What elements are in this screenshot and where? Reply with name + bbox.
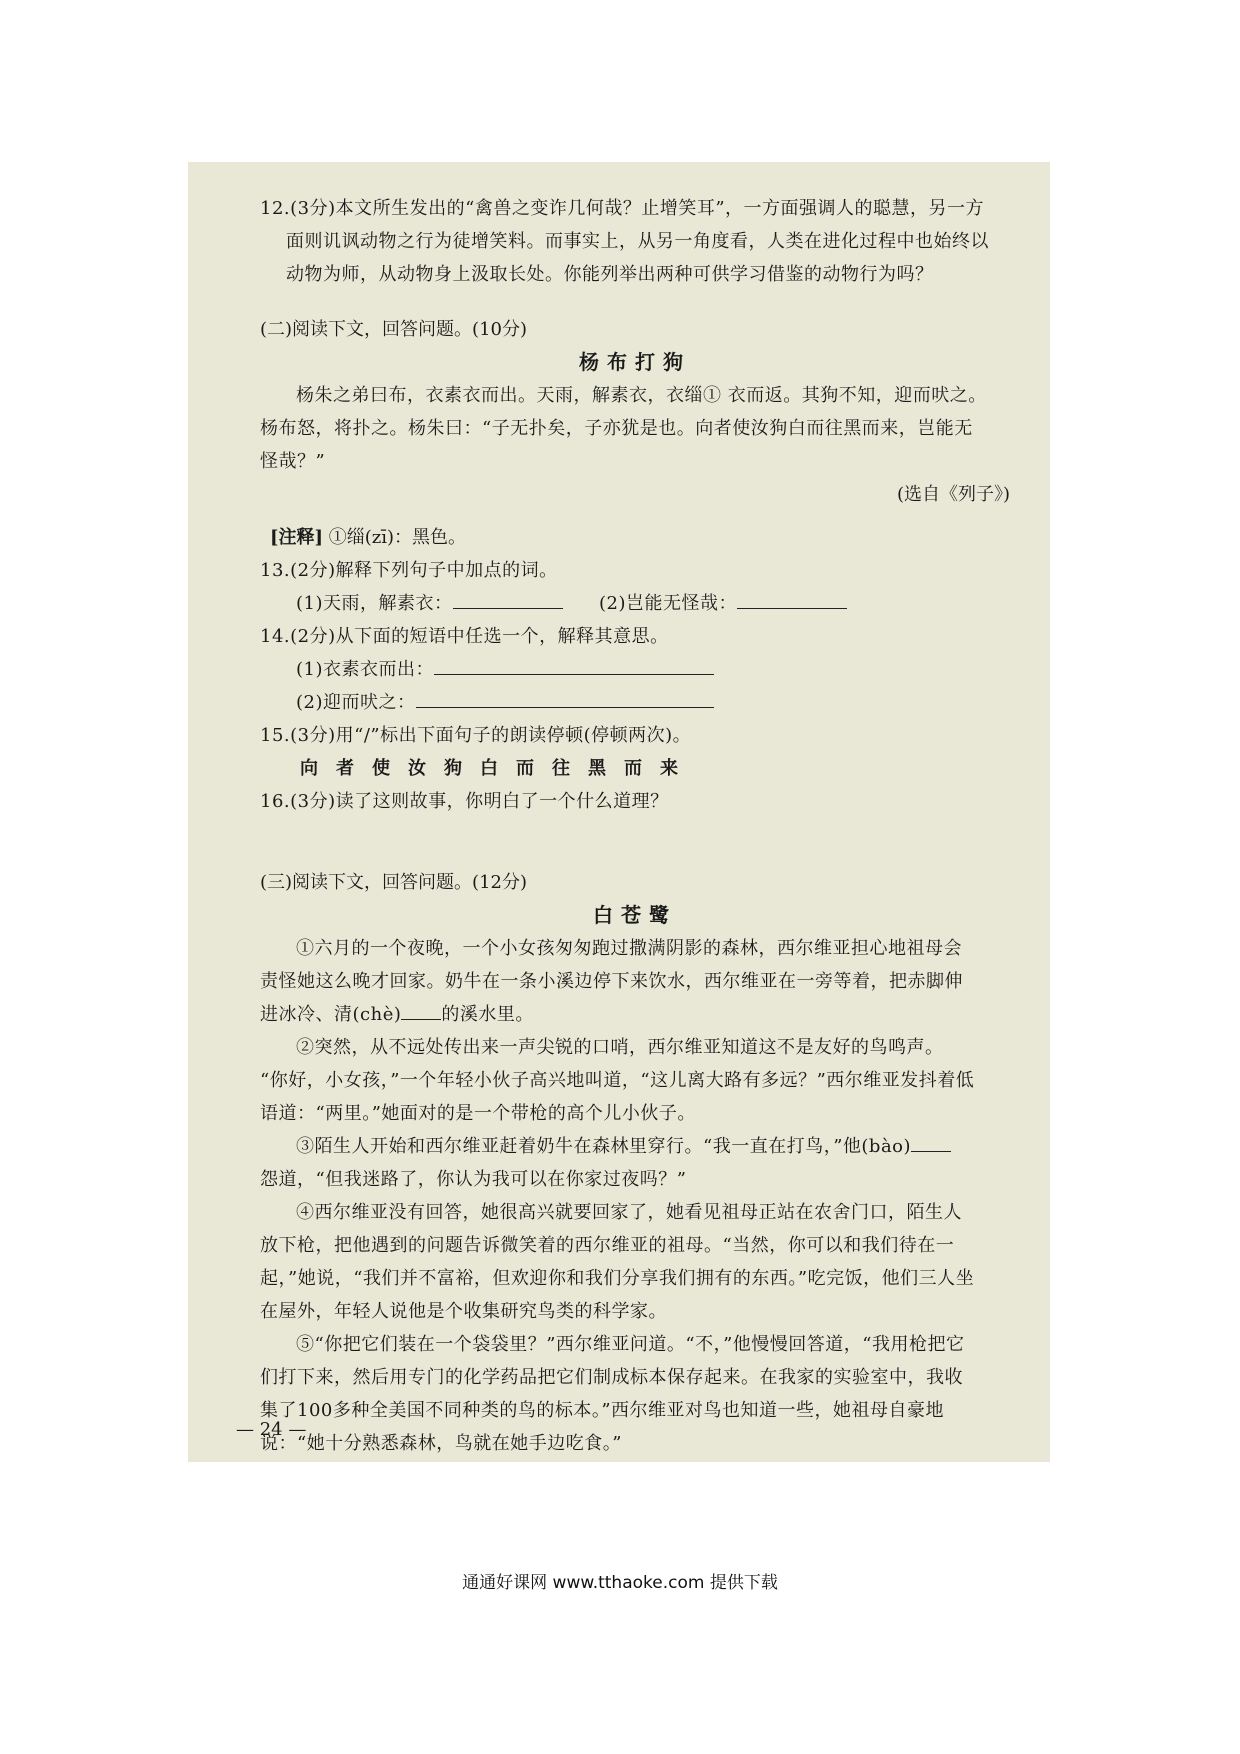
s3-p2-line1: ②突然，从不远处传出来一声尖锐的口哨，西尔维亚知道这不是友好的鸟鸣声。 (296, 1037, 944, 1058)
q12-line2: 面则讥讽动物之行为徒增笑料。而事实上，从另一角度看，人类在进化过程中也始终以 (286, 231, 989, 252)
s3-p1-line3b: 的溪水里。 (441, 1004, 534, 1025)
scanned-page (188, 162, 1050, 1462)
s3-blank-che[interactable] (401, 1001, 441, 1020)
q13-blank1[interactable] (453, 590, 563, 609)
s3-p4-line1: ④西尔维亚没有回答，她很高兴就要回家了，她看见祖母正站在农舍门口，陌生人 (296, 1202, 962, 1223)
s3-p5-line1: ⑤“你把它们装在一个袋袋里？”西尔维亚问道。“不，”他慢慢回答道，“我用枪把它 (296, 1334, 965, 1355)
section3-title: 白苍鹭 (593, 903, 677, 927)
s3-p1-line1: ①六月的一个夜晚，一个小女孩匆匆跑过撒满阴影的森林，西尔维亚担心地祖母会 (296, 938, 962, 959)
s3-p3-line1 (260, 1130, 1010, 1163)
q14-blank2[interactable] (416, 689, 714, 708)
s3-p5-line3: 集了100多种全美国不同种类的鸟的标本。”西尔维亚对鸟也知道一些，她祖母自豪地 (260, 1400, 945, 1421)
q16-stem: 16.(3分)读了这则故事，你明白了一个什么道理？ (260, 791, 669, 812)
q14-item2-row (260, 686, 1010, 719)
s3-p1-line2: 责怪她这么晚才回家。奶牛在一条小溪边停下来饮水，西尔维亚在一旁等着，把赤脚伸 (260, 971, 963, 992)
note-text: ①缁(zī)：黑色。 (323, 527, 467, 548)
s3-p2-line2: “你好，小女孩，”一个年轻小伙子高兴地叫道，“这儿离大路有多远？”西尔维亚发抖着低 (260, 1070, 975, 1091)
q13-item1: (1)天雨，解素衣： (296, 593, 453, 614)
s3-p1-line3a: 进冰冷、清(chè) (260, 1004, 402, 1025)
q15-sentence: 向者使汝狗白而往黑而来 (300, 758, 696, 779)
q14-blank1[interactable] (434, 656, 714, 675)
section3-header (260, 866, 1010, 899)
q12-line3: 动物为师，从动物身上汲取长处。你能列举出两种可供学习借鉴的动物行为吗？ (286, 264, 934, 285)
s3-p4-line2: 放下枪，把他遇到的问题告诉微笑着的西尔维亚的祖母。“当然，你可以和我们待在一 (260, 1235, 955, 1256)
section2-header (260, 313, 1010, 346)
s3-p4-line4: 在屋外，年轻人说他是个收集研究鸟类的科学家。 (260, 1301, 667, 1322)
s3-blank-bao[interactable] (911, 1133, 951, 1152)
q15-stem: 15.(3分)用“/”标出下面句子的朗读停顿(停顿两次)。 (260, 725, 692, 746)
s3-p3-line1-text: ③陌生人开始和西尔维亚赶着奶牛在森林里穿行。“我一直在打鸟，”他(bào) (296, 1136, 912, 1157)
section2-text-line1: 杨朱之弟曰布，衣素衣而出。天雨，解素衣，衣缁① 衣而返。其狗不知，迎而吠之。 (296, 385, 987, 406)
footer-download-credit: 通通好课网 www.tthaoke.com 提供下载 (462, 1573, 778, 1593)
s3-p5-line4: 说：“她十分熟悉森林，鸟就在她手边吃食。” (260, 1433, 622, 1454)
s3-p2-line3: 语道：“两里。”她面对的是一个带枪的高个儿小伙子。 (260, 1103, 696, 1124)
section2-text-line2: 杨布怒，将扑之。杨朱曰：“子无扑矣，子亦犹是也。向者使汝狗白而往黑而来，岂能无 (260, 418, 973, 439)
note-label: [注释] (270, 527, 324, 548)
q14-item2: (2)迎而吠之： (296, 692, 416, 713)
q13-stem: 13.(2分)解释下列句子中加点的词。 (260, 560, 558, 581)
q14-item1-row (260, 653, 1010, 686)
section2-source: (选自《列子》) (896, 484, 1010, 505)
s3-p5-line2: 们打下来，然后用专门的化学药品把它们制成标本保存起来。在我家的实验室中，我收 (260, 1367, 963, 1388)
section2-heading: (二)阅读下文，回答问题。(10分) (260, 319, 527, 340)
q13-blank2[interactable] (737, 590, 847, 609)
s3-p4-line3: 起，”她说，“我们并不富裕，但欢迎你和我们分享我们拥有的东西。”吃完饭，他们三人坐 (260, 1268, 975, 1289)
q12-line1: 12.(3分)本文所生发出的“禽兽之变诈几何哉？止增笑耳”，一方面强调人的聪慧，另一方 (260, 198, 985, 219)
section2-text-line3: 怪哉？” (260, 451, 326, 472)
q13-item2: (2)岂能无怪哉： (598, 593, 737, 614)
s3-p3-line2: 怨道，“但我迷路了，你认为我可以在你家过夜吗？” (260, 1169, 687, 1190)
q14-stem: 14.(2分)从下面的短语中任选一个，解释其意思。 (260, 626, 669, 647)
s3-p1-line3 (260, 998, 1010, 1031)
section3-heading: (三)阅读下文，回答问题。(12分) (260, 872, 527, 893)
section2-title: 杨布打狗 (579, 350, 691, 374)
page-number: — 24 — (236, 1419, 307, 1440)
q14-item1: (1)衣素衣而出： (296, 659, 434, 680)
section2-note (260, 521, 1010, 554)
q13-items (260, 587, 1010, 620)
